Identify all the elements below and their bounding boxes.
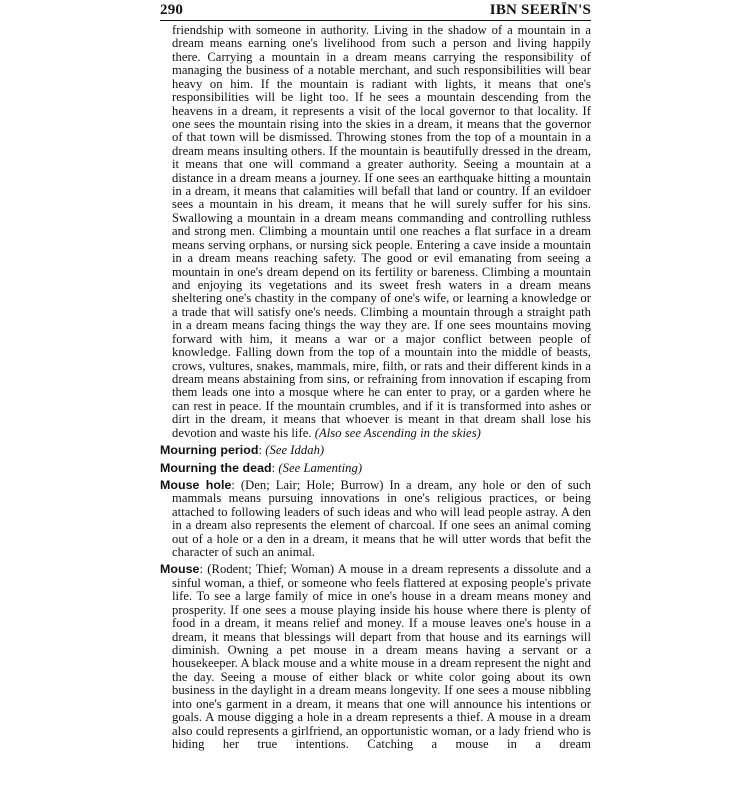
headword: Mouse hole xyxy=(160,477,232,492)
entry-mouse xyxy=(160,563,591,751)
book-title: IBN SEERĪN'S xyxy=(489,2,591,18)
entry-text: (Den; Lair; Hole; Burrow) In a dream, any hole or den of such mammals means pursuing innovations in one's religious practices, or being attached to following leaders of such ideas and who will lead people astray. A den in a dream also represents the element of charcoal. If one sees an animal coming out of a hole or a den in a dream, it means that he will utter words that befit the character of such an animal. xyxy=(172,477,592,560)
entry-mourning-the-dead xyxy=(160,462,591,475)
continued-entry-mountain xyxy=(160,24,591,440)
entry-text: friendship with someone in authority. Living in the shadow of a mountain in a dream means earning one's livelihood from such a person and living happily there. Carrying a mountain in a dream means carrying the responsibility of managing the business of a notable merchant, and such responsibilities will bear heavy on him. If the mountain is radiant with lights, it means that one's responsibilities will be light too. If he sees a mountain descending from the heavens in a dream, it represents a visit of the local governor to that locality. If one sees the mountain rising into the skies in a dream, it means that the governor of that town will be dismissed. Throwing stones from the top of a mountain in a dream means insulting others. If the mountain is beautifully dressed in the dream, it means that one will command a greater authority. Seeing a mountain at a distance in a dream means a journey. If one sees an earthquake hitting a mountain in a dream, it means that calamities will befall that land or country. If an evildoer sees a mountain in his dream, it means that he will surely suffer for his sins. Swallowing a mountain in a dream means commanding and controlling ruthless and strong men. Climbing a mountain until one reaches a flat surface in a dream means serving orphans, or nursing sick people. Entering a cave inside a mountain in a dream means reaching safety. The good or evil emanating from seeing a mountain in one's dream depend on its fertility or bareness. Climbing a mountain and enjoying its vegetations and its sweet fresh waters in a dream means sheltering one's chastity in the company of one's wife, or learning a knowledge or a trade that will satisfy one's needs. Climbing a mountain through a straight path in a dream means facing things the way they are. If one sees mountains moving forward with him, it means a war or a major conflict between people of knowledge. Falling down from the top of a mountain into the middle of beasts, crows, vultures, snakes, mammals, mire, filth, or rats and their different kinds in a dream means abstaining from sins, or refraining from innovation if escaping from them leads one into a mosque where he can enter to pray, or a garden where he can rest in peace. If the mountain crumbles, and if it is transformed into ashes or dirt in the dream, it means that whoever is meant in that dream shall lose his devotion and waste his life. xyxy=(172,23,591,440)
headword: Mourning the dead xyxy=(160,460,272,475)
separator: : xyxy=(231,477,241,492)
separator: : xyxy=(199,562,208,577)
entry-mouse-hole xyxy=(160,479,591,560)
separator: : xyxy=(258,443,266,458)
cross-reference: (Also see Ascending in the skies) xyxy=(314,425,481,440)
headword: Mourning period xyxy=(160,443,259,458)
book-page xyxy=(160,2,591,751)
running-head xyxy=(160,2,591,21)
entry-text: (Rodent; Thief; Woman) A mouse in a dream represents a dissolute and a sinful woman, a thief, or someone who feels flattered at exposing people's private life. To see a large family of mice in one's house in a dream means money and prosperity. If one sees a mouse playing inside his house where there is plenty of food in a dream, it means relief and money. If a mouse leaves one's house in a dream, it means that blessings will depart from that house and its earnings will diminish. Owning a pet mouse in a dream means having a servant or a housekeeper. A black mouse and a white mouse in a dream represent the night and the day. Seeing a mouse of either black or white color going about its own business in the daylight in a dream means longevity. If one sees a mouse nibbling into one's garment in a dream, it means that one will announce his intentions or goals. A mouse digging a hole in a dream represents a thief. A mouse in a dream also could represents a girlfriend, an opportunistic woman, or a lady friend who is hiding her true intentions. Catching a mouse in a dream xyxy=(172,562,591,751)
headword: Mouse xyxy=(160,562,200,577)
entry-mourning-period xyxy=(160,444,591,457)
cross-reference: (See Lamenting) xyxy=(278,460,363,475)
cross-reference: (See Iddah) xyxy=(265,443,325,458)
page-body xyxy=(160,24,591,751)
page-number: 290 xyxy=(160,2,184,18)
separator: : xyxy=(271,460,279,475)
